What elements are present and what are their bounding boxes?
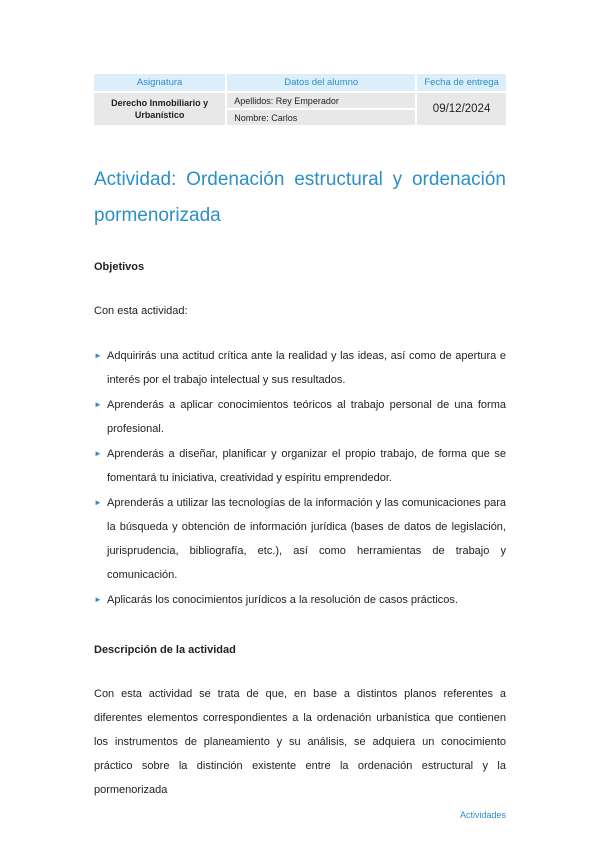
objectives-list (94, 344, 506, 613)
list-item-text: Aprenderás a utilizar las tecnologías de la información y las comunicaciones para la búsqueda y obtención de información jurídica (bases de datos de legislación, jurisprudencia, bibliografía, etc.), así como herramientas de trabajo y comunicación. (107, 497, 506, 581)
objectives-intro: Con esta actividad: (94, 305, 188, 317)
description-text: Con esta actividad se trata de que, en base a distintos planos referentes a diferentes elementos correspondientes a la ordenación urbanística que contienen los instrumentos de planeamiento y su análisis, se adquiera un conocimiento práctico sobre la distinción existente entre la ordenación estructural y la pormenorizada (94, 688, 506, 796)
list-item (94, 588, 506, 612)
description-heading: Descripción de la actividad (94, 644, 236, 656)
header-table (94, 74, 506, 125)
bullet-arrow-icon: ► (94, 351, 102, 360)
footer-label: Actividades (459, 810, 506, 820)
list-item (94, 393, 506, 441)
bullet-arrow-icon: ► (94, 595, 102, 604)
list-item-text: Adquirirás una actitud crítica ante la realidad y las ideas, así como de apertura e interés por el trabajo intelectual y sus resultados. (107, 350, 506, 386)
page-title: Actividad: Ordenación estructural y ordenación pormenorizada (94, 169, 506, 226)
list-item-text: Aprenderás a diseñar, planificar y organizar el propio trabajo, de forma que se fomentará tu iniciativa, creatividad y espíritu emprendedor. (107, 448, 506, 484)
bullet-arrow-icon: ► (94, 449, 102, 458)
delivery-date: 09/12/2024 (416, 92, 506, 125)
header-col-date: Fecha de entrega (416, 74, 506, 92)
objectives-heading: Objetivos (94, 261, 145, 273)
list-item-text: Aprenderás a aplicar conocimientos teóricos al trabajo personal de una forma profesional. (107, 399, 506, 435)
header-col-subject: Asignatura (94, 74, 226, 92)
list-item-text: Aplicarás los conocimientos jurídicos a la resolución de casos prácticos. (107, 594, 458, 606)
header-col-student: Datos del alumno (226, 74, 416, 92)
bullet-arrow-icon: ► (94, 498, 102, 507)
list-item (94, 491, 506, 587)
subject-value: Derecho Inmobiliario y Urbanístico (94, 92, 226, 125)
student-name: Nombre: Carlos (226, 109, 416, 125)
list-item (94, 442, 506, 490)
list-item (94, 344, 506, 392)
student-surnames: Apellidos: Rey Emperador (226, 92, 416, 109)
bullet-arrow-icon: ► (94, 400, 102, 409)
